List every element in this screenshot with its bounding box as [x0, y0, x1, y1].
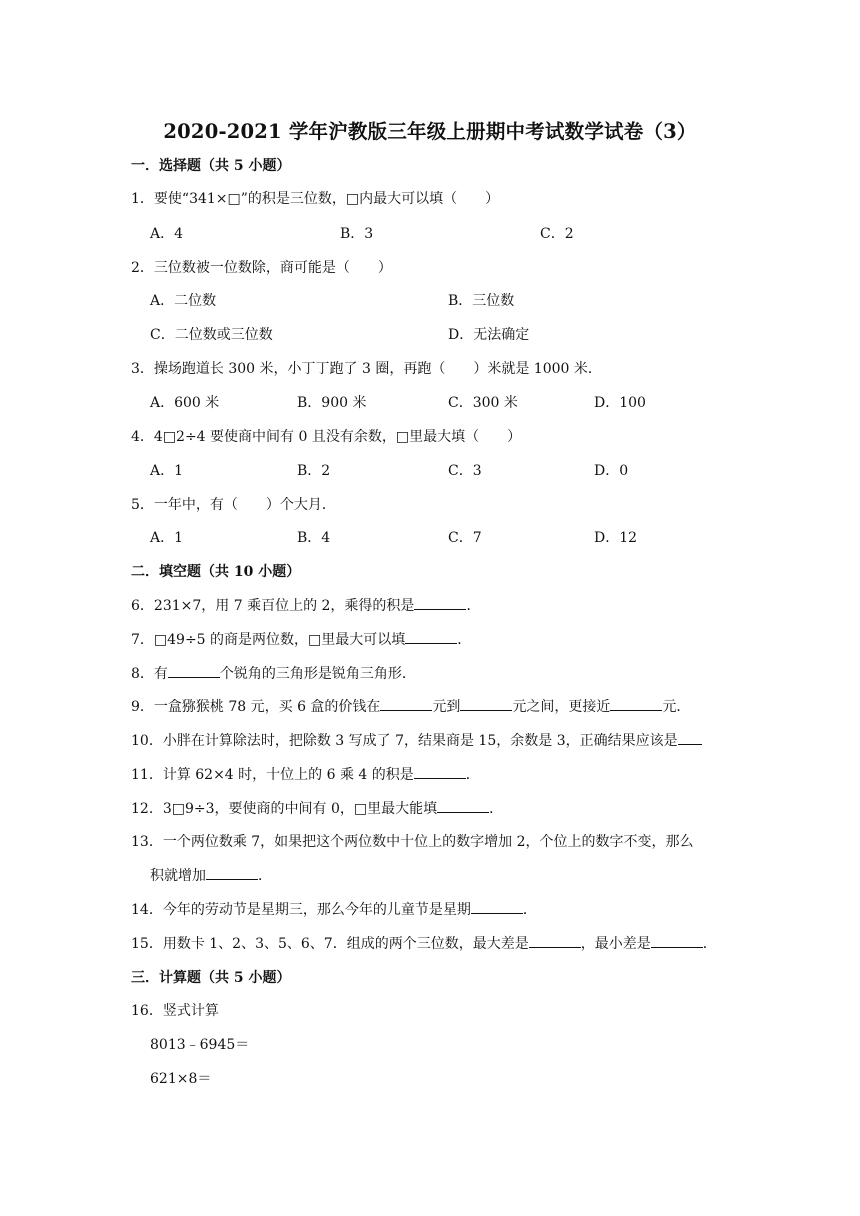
q4-option-d: D．0 — [594, 463, 629, 479]
section-heading-choice: 一．选择题（共 5 小题） — [131, 158, 291, 174]
q4-option-b: B．2 — [297, 463, 331, 479]
q15-text: 15．用数卡 1、2、3、5、6、7．组成的两个三位数，最大差是 — [131, 936, 529, 952]
answer-blank — [471, 900, 523, 914]
answer-blank — [405, 630, 457, 644]
question-16: 16．竖式计算 — [131, 1003, 219, 1019]
question-12 — [131, 799, 503, 819]
answer-blank — [168, 664, 220, 678]
answer-blank — [460, 697, 512, 711]
q8-text: 8．有 — [131, 666, 168, 682]
section-heading-calc: 三．计算题（共 5 小题） — [131, 970, 291, 986]
q3-option-b: B．900 米 — [297, 395, 367, 411]
q16-expression-1: 8013﹣6945＝ — [150, 1037, 250, 1053]
q1-option-c: C．2 — [540, 226, 574, 242]
q14-text: 14．今年的劳动节是星期三，那么今年的儿童节是星期 — [131, 902, 471, 918]
q2-option-b: B．三位数 — [448, 293, 515, 309]
q10-text: 10．小胖在计算除法时，把除数 3 写成了 7，结果商是 15，余数是 3，正确结果应该是 — [131, 733, 678, 749]
answer-blank — [651, 934, 703, 948]
q3-option-a: A．600 米 — [150, 395, 220, 411]
q5-option-c: C．7 — [448, 530, 482, 546]
q4-option-a: A．1 — [150, 463, 184, 479]
q9-text-2: 元到 — [432, 699, 461, 715]
q2-option-c: C．二位数或三位数 — [150, 327, 273, 343]
answer-blank — [206, 866, 258, 880]
question-9 — [131, 697, 690, 717]
question-4: 4．4□2÷4 要使商中间有 0 且没有余数，□里最大填（ ） — [131, 429, 522, 445]
q1-option-a: A．4 — [150, 226, 184, 242]
answer-blank — [380, 697, 432, 711]
q13-text-2: 积就增加 — [150, 868, 206, 884]
q14-text-end: ． — [522, 902, 537, 918]
q15-text-2: ，最小差是 — [580, 936, 651, 952]
answer-blank — [414, 596, 466, 610]
question-11 — [131, 765, 480, 785]
q7-text: 7．□49÷5 的商是两位数，□里最大可以填 — [131, 632, 406, 648]
q9-text: 9．一盒猕猴桃 78 元，买 6 盒的价钱在 — [131, 699, 381, 715]
answer-blank — [414, 765, 466, 779]
question-2: 2．三位数被一位数除，商可能是（ ） — [131, 260, 392, 276]
q12-text: 12．3□9÷3，要使商的中间有 0，□里最大能填 — [131, 801, 438, 817]
q16-expression-2: 621×8＝ — [150, 1071, 212, 1087]
q13-text-end: ． — [258, 868, 272, 884]
question-3: 3．操场跑道长 300 米，小丁丁跑了 3 圈，再跑（ ）米就是 1000 米． — [131, 361, 602, 377]
question-14 — [131, 900, 537, 920]
answer-blank — [529, 934, 581, 948]
q6-text-end: ． — [466, 598, 481, 614]
q9-text-end: 元． — [662, 699, 691, 715]
answer-blank — [678, 731, 702, 745]
q3-option-c: C．300 米 — [448, 395, 518, 411]
q11-text-end: ． — [465, 767, 480, 783]
answer-blank — [610, 697, 662, 711]
q4-option-c: C．3 — [448, 463, 482, 479]
q9-text-3: 元之间，更接近 — [512, 699, 611, 715]
q5-option-b: B．4 — [297, 530, 331, 546]
section-heading-fill: 二．填空题（共 10 小题） — [131, 564, 301, 580]
page-title: 2020-2021 学年沪教版三年级上册期中考试数学试卷（3） — [163, 120, 697, 143]
question-1: 1．要使“341×□”的积是三位数，□内最大可以填（ ） — [131, 191, 500, 207]
q2-option-d: D．无法确定 — [448, 327, 530, 343]
q7-text-end: ． — [457, 632, 472, 648]
q5-option-d: D．12 — [594, 530, 638, 546]
q2-option-a: A．二位数 — [150, 293, 217, 309]
question-10 — [131, 731, 702, 751]
q11-text: 11．计算 62×4 时，十位上的 6 乘 4 的积是 — [131, 767, 414, 783]
q6-text: 6．231×7，用 7 乘百位上的 2，乘得的积是 — [131, 598, 415, 614]
question-5: 5．一年中，有（ ）个大月． — [131, 497, 336, 513]
q3-option-d: D．100 — [594, 395, 646, 411]
question-8 — [131, 664, 416, 684]
question-15 — [131, 934, 717, 954]
question-13-cont — [150, 866, 272, 886]
q8-text-end: 个锐角的三角形是锐角三角形． — [219, 666, 416, 682]
q15-text-end: ． — [702, 936, 717, 952]
answer-blank — [437, 799, 489, 813]
question-13: 13．一个两位数乘 7，如果把这个两位数中十位上的数字增加 2，个位上的数字不变，那么 — [131, 834, 694, 850]
q5-option-a: A．1 — [150, 530, 184, 546]
q12-text-end: ． — [489, 801, 504, 817]
question-6 — [131, 596, 480, 616]
question-7 — [131, 630, 471, 650]
q1-option-b: B．3 — [340, 226, 374, 242]
